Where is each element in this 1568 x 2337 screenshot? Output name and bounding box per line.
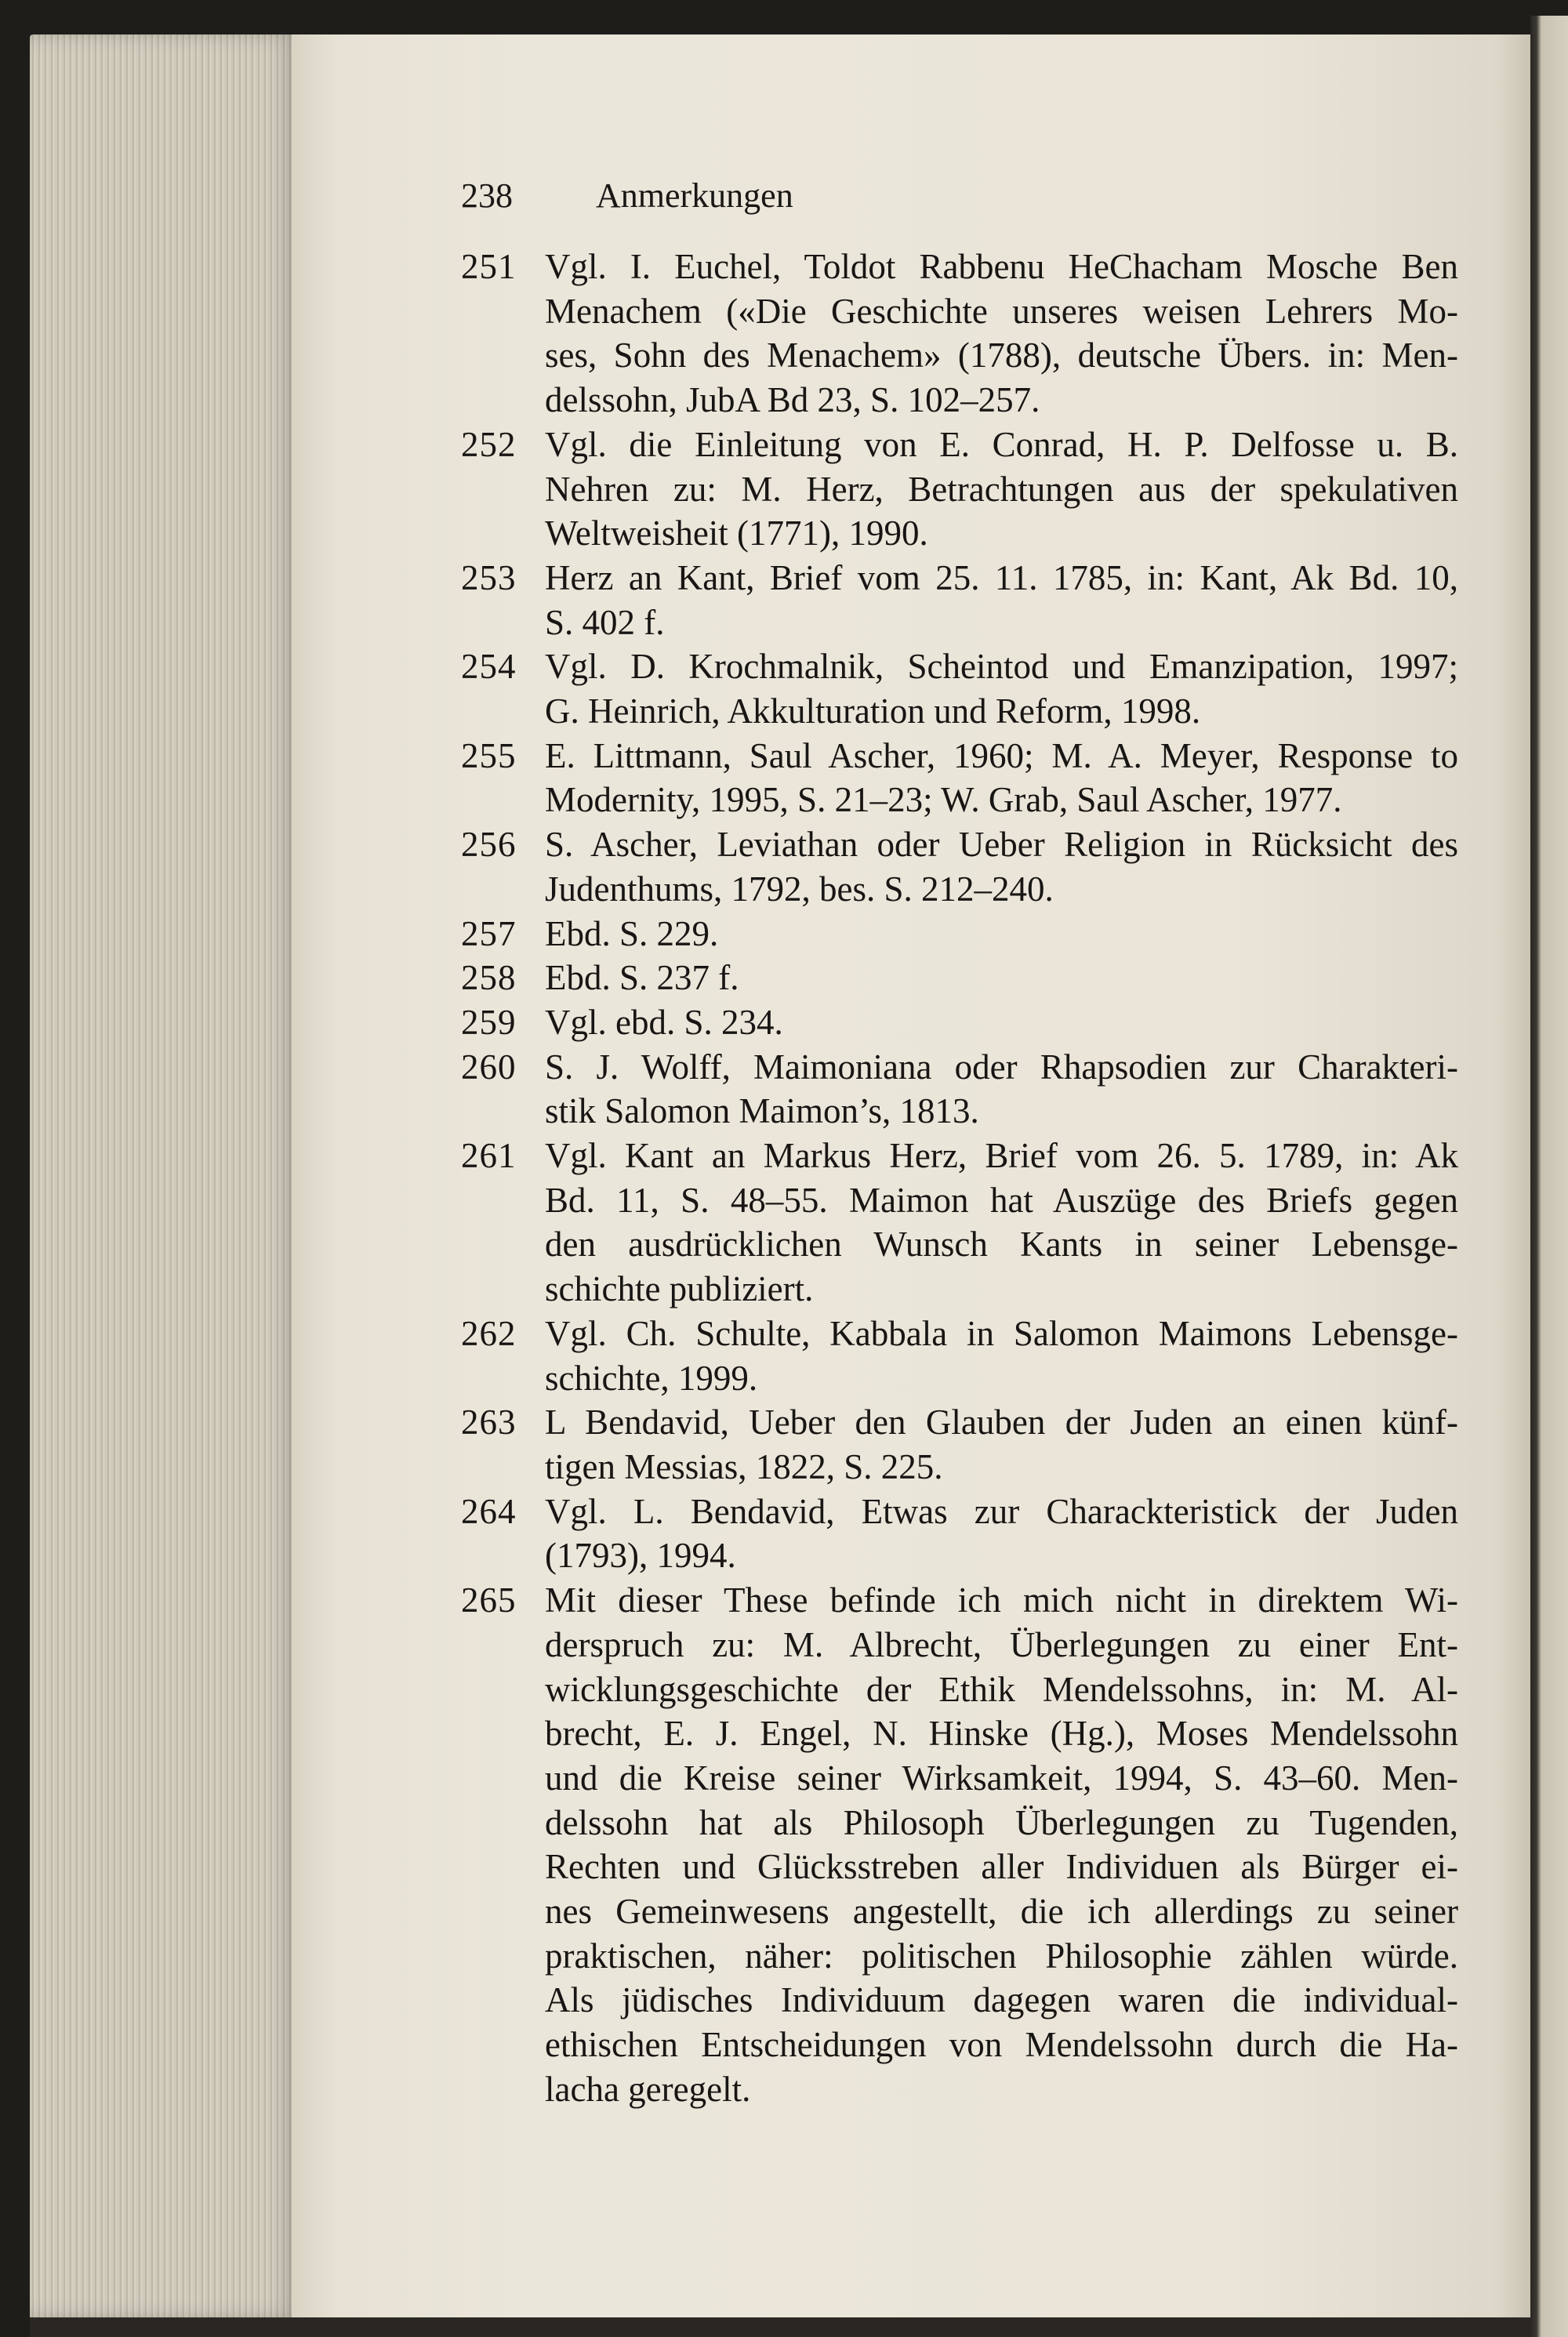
endnote-number: 257 xyxy=(461,913,517,953)
endnote-line: Rechten und Glücksstreben aller Individuen als Bürger ei- xyxy=(545,1847,1458,1887)
endnote-line: lacha geregelt. xyxy=(545,2069,751,2109)
endnote-line: und die Kreise seiner Wirksamkeit, 1994, S. 43–60. Men- xyxy=(545,1758,1458,1798)
endnote-line: (1793), 1994. xyxy=(545,1536,736,1576)
endnote-number: 256 xyxy=(461,825,517,865)
endnote-line: tigen Messias, 1822, S. 225. xyxy=(545,1446,943,1486)
endnote-line: stik Salomon Maimon’s, 1813. xyxy=(545,1091,979,1131)
endnote-line: Weltweisheit (1771), 1990. xyxy=(545,513,928,553)
endnote-263 xyxy=(461,1400,1458,1489)
endnote-text xyxy=(545,1000,1458,1045)
endnote-number: 252 xyxy=(461,424,517,464)
endnote-line: Vgl. Ch. Schulte, Kabbala in Salomon Maimons Lebensge- xyxy=(545,1313,1458,1353)
endnote-line: Vgl. D. Krochmalnik, Scheintod und Emanzipation, 1997; xyxy=(545,647,1458,687)
endnote-line: Nehren zu: M. Herz, Betrachtungen aus der spekulativen xyxy=(545,469,1458,509)
endnote-265 xyxy=(461,1578,1458,2111)
endnote-line: wicklungsgeschichte der Ethik Mendelssohns, in: M. Al- xyxy=(545,1669,1458,1709)
running-title: Anmerkungen xyxy=(596,176,793,215)
endnote-line: Ebd. S. 229. xyxy=(545,913,719,953)
endnote-text xyxy=(545,644,1458,733)
endnote-text xyxy=(545,912,1458,956)
endnote-text xyxy=(545,1400,1458,1489)
endnote-text xyxy=(545,1045,1458,1134)
endnote-number: 253 xyxy=(461,557,517,597)
scan-bottom-edge xyxy=(30,2317,1530,2337)
endnote-line: schichte, 1999. xyxy=(545,1358,758,1398)
endnote-252 xyxy=(461,423,1458,556)
endnote-number: 262 xyxy=(461,1313,517,1353)
endnote-line: Vgl. Kant an Markus Herz, Brief vom 26. 5. 1789, in: Ak xyxy=(545,1136,1458,1176)
endnote-262 xyxy=(461,1312,1458,1400)
facing-page-edge xyxy=(1530,16,1568,2337)
endnote-261 xyxy=(461,1134,1458,1312)
endnote-line: Menachem («Die Geschichte unseres weisen Lehrers Mo- xyxy=(545,291,1458,331)
endnote-number: 255 xyxy=(461,735,517,775)
endnote-line: S. J. Wolff, Maimoniana oder Rhapsodien zur Charakteri- xyxy=(545,1047,1458,1087)
endnote-number: 261 xyxy=(461,1136,517,1176)
endnote-line: Vgl. die Einleitung von E. Conrad, H. P. Delfosse u. B. xyxy=(545,424,1458,464)
endnotes-list xyxy=(461,245,1458,2112)
endnote-line: schichte publiziert. xyxy=(545,1269,814,1309)
endnote-255 xyxy=(461,734,1458,822)
endnote-line: delssohn hat als Philosoph Überlegungen zu Tugenden, xyxy=(545,1802,1458,1842)
endnote-number: 265 xyxy=(461,1580,517,1620)
endnote-259 xyxy=(461,1000,1458,1045)
endnote-line: G. Heinrich, Akkulturation und Reform, 1998. xyxy=(545,691,1201,731)
endnote-line: praktischen, näher: politischen Philosophie zählen würde. xyxy=(545,1936,1458,1976)
endnote-line: Herz an Kant, Brief vom 25. 11. 1785, in: Kant, Ak Bd. 10, xyxy=(545,557,1458,597)
endnote-number: 263 xyxy=(461,1403,517,1442)
endnote-line: den ausdrücklichen Wunsch Kants in seiner Lebensge- xyxy=(545,1225,1458,1265)
endnote-254 xyxy=(461,644,1458,733)
endnote-260 xyxy=(461,1045,1458,1134)
endnote-line: Bd. 11, S. 48–55. Maimon hat Auszüge des Briefs gegen xyxy=(545,1180,1458,1220)
endnote-258 xyxy=(461,956,1458,1000)
page-header xyxy=(461,171,1480,221)
endnote-number: 254 xyxy=(461,647,517,687)
endnote-251 xyxy=(461,245,1458,423)
endnote-line: Ebd. S. 237 f. xyxy=(545,958,739,998)
endnote-text xyxy=(545,423,1458,556)
endnote-line: S. Ascher, Leviathan oder Ueber Religion in Rücksicht des xyxy=(545,825,1458,865)
endnote-text xyxy=(545,734,1458,822)
endnote-text xyxy=(545,1312,1458,1400)
endnote-line: E. Littmann, Saul Ascher, 1960; M. A. Meyer, Response to xyxy=(545,735,1458,775)
endnote-text xyxy=(545,556,1458,644)
endnote-number: 259 xyxy=(461,1002,517,1042)
endnote-number: 251 xyxy=(461,247,517,286)
endnote-line: Judenthums, 1792, bes. S. 212–240. xyxy=(545,869,1054,909)
endnote-number: 264 xyxy=(461,1491,517,1531)
endnote-line: brecht, E. J. Engel, N. Hinske (Hg.), Moses Mendelssohn xyxy=(545,1714,1458,1754)
endnote-text xyxy=(545,1578,1458,2111)
endnote-256 xyxy=(461,822,1458,911)
endnote-line: delssohn, JubA Bd 23, S. 102–257. xyxy=(545,380,1040,420)
endnote-line: Vgl. I. Euchel, Toldot Rabbenu HeChacham Mosche Ben xyxy=(545,247,1458,286)
endnote-line: Mit dieser These befinde ich mich nicht in direktem Wi- xyxy=(545,1580,1458,1620)
endnote-text xyxy=(545,1134,1458,1312)
endnote-text xyxy=(545,956,1458,1000)
endnote-line: Vgl. ebd. S. 234. xyxy=(545,1002,783,1042)
endnote-text xyxy=(545,245,1458,423)
endnote-line: Als jüdisches Individuum dagegen waren die individual- xyxy=(545,1980,1458,2020)
endnote-line: Vgl. L. Bendavid, Etwas zur Charackteristick der Juden xyxy=(545,1491,1458,1531)
endnote-text xyxy=(545,1490,1458,1578)
endnote-number: 260 xyxy=(461,1047,517,1087)
endnote-number: 258 xyxy=(461,958,517,998)
endnote-253 xyxy=(461,556,1458,644)
endnote-264 xyxy=(461,1490,1458,1578)
endnote-line: nes Gemeinwesens angestellt, die ich allerdings zu seiner xyxy=(545,1892,1458,1932)
endnote-line: L Bendavid, Ueber den Glauben der Juden an einen künf- xyxy=(545,1403,1458,1442)
endnote-line: derspruch zu: M. Albrecht, Überlegungen zu einer Ent- xyxy=(545,1624,1458,1664)
page-number: 238 xyxy=(461,176,513,215)
endnote-257 xyxy=(461,912,1458,956)
page-edges xyxy=(30,34,300,2317)
endnote-line: S. 402 f. xyxy=(545,602,665,642)
endnote-line: Modernity, 1995, S. 21–23; W. Grab, Saul Ascher, 1977. xyxy=(545,780,1342,820)
endnote-text xyxy=(545,822,1458,911)
endnote-line: ethischen Entscheidungen von Mendelssohn durch die Ha- xyxy=(545,2025,1458,2065)
endnote-line: ses, Sohn des Menachem» (1788), deutsche Übers. in: Men- xyxy=(545,336,1458,376)
